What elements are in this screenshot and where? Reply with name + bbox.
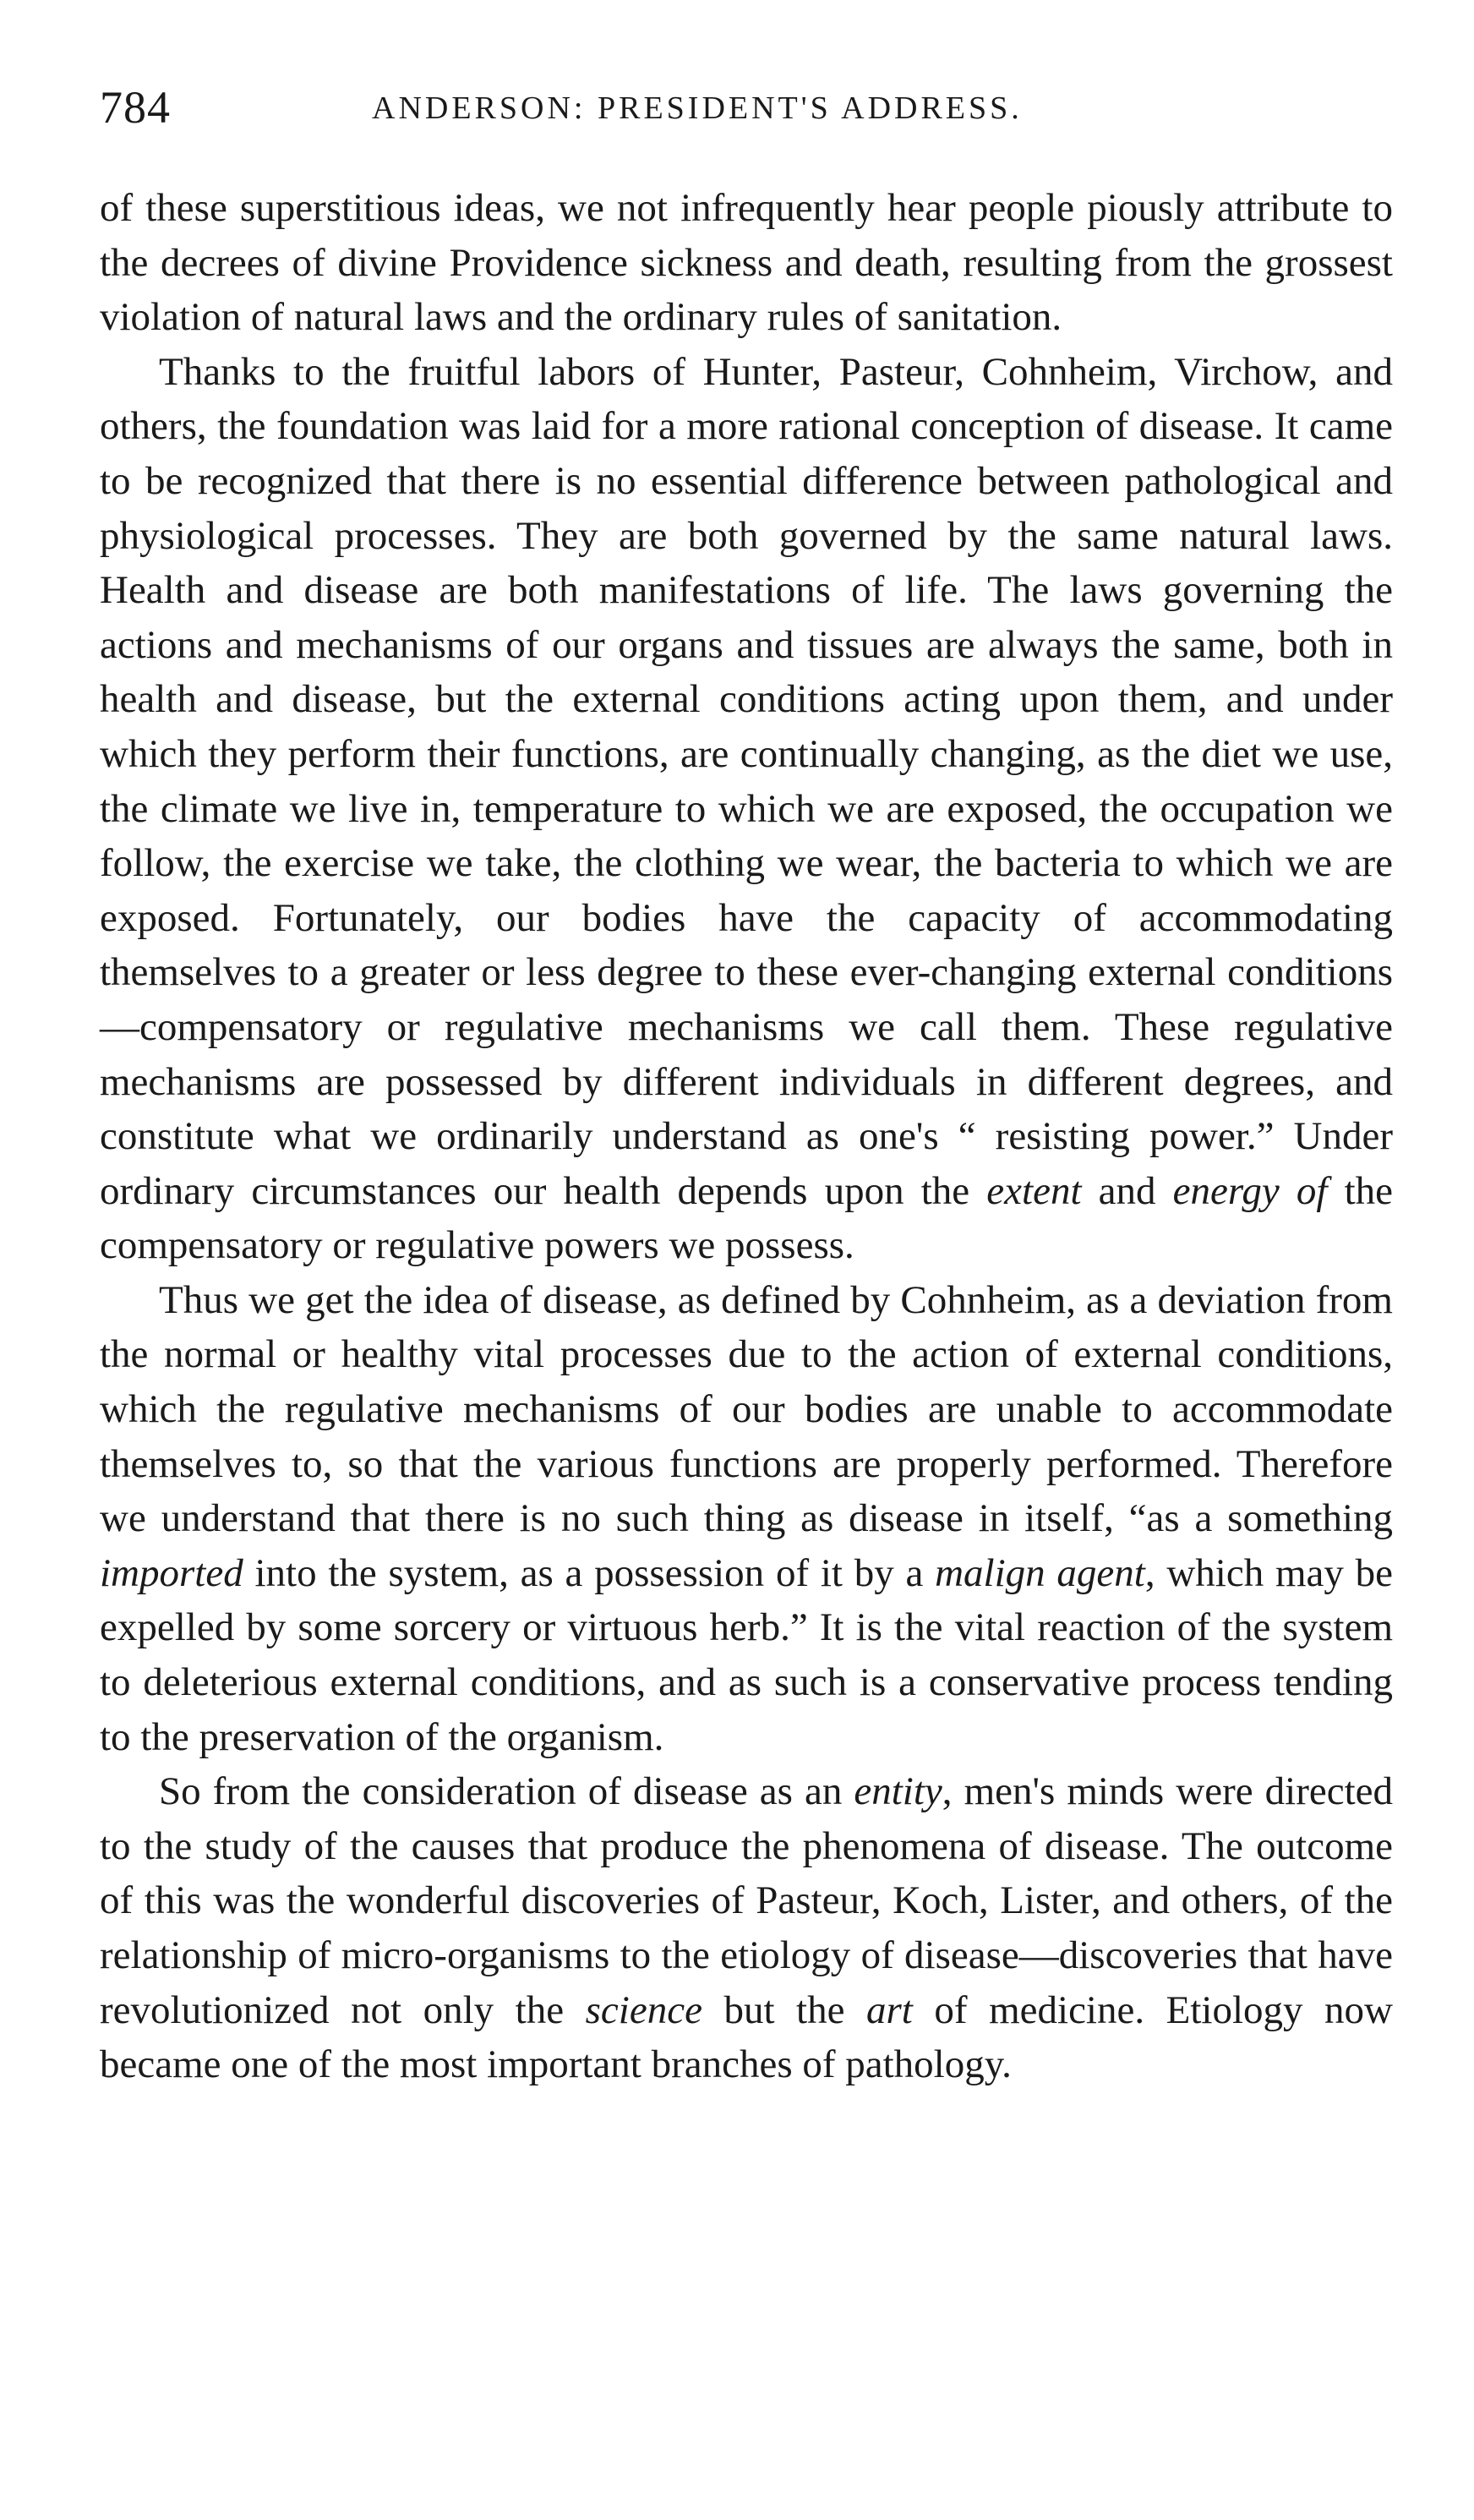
- body-text: [100, 181, 1393, 2092]
- emphasis-extent: extent: [986, 1168, 1082, 1213]
- emphasis-art: art: [866, 1987, 913, 2032]
- paragraph-2-end: the compensatory or regulative powers we possess.: [100, 1168, 1394, 1268]
- paragraph-2-connector: and: [1081, 1168, 1173, 1213]
- page-number: 784: [100, 82, 171, 133]
- paragraph-1: [100, 181, 1393, 345]
- running-head: [100, 81, 1393, 149]
- paragraph-2: [100, 345, 1393, 1273]
- paragraph-3-text-c: , which may be expelled by some sorcery or virtuous herb.” It is the vital reaction of the system to deleterious external conditions, and as such is a conservative process tending to the preservation of the organism.: [100, 1550, 1393, 1759]
- book-page: [100, 81, 1393, 2092]
- paragraph-4-text-b: , men's minds were directed to the study of the causes that produce the phenomena of disease. The outcome of this was the wonderful discoveries of Pasteur, Koch, Lister, and others, of the relationship of micro-organisms to the etiology of disease—discoveries that have revolutionized not only the: [100, 1769, 1393, 2032]
- paragraph-3-text-b: into the system, as a possession of it by a: [243, 1550, 936, 1595]
- paragraph-4-text-a: So from the consideration of disease as an: [159, 1769, 854, 1814]
- paragraph-1-text: of these superstitious ideas, we not infrequently hear people piously attribute to the decrees of divine Providence sickness and death, resulting from the grossest violation of natural laws and the ordinary rules of sanitation.: [100, 186, 1393, 340]
- paragraph-3-text-a: Thus we get the idea of disease, as defined by Cohnheim, as a deviation from the normal or healthy vital processes due to the action of external conditions, which the regulative mechanisms of our bodies are unable to accommodate themselves to, so that the various functions are properly performed. Therefore we understand that there is no such thing as disease in itself, “as a something: [100, 1277, 1393, 1541]
- paragraph-4-text-c: but the: [702, 1987, 867, 2032]
- paragraph-3: [100, 1273, 1393, 1764]
- emphasis-science: science: [585, 1987, 702, 2032]
- running-title: ANDERSON: PRESIDENT'S ADDRESS.: [372, 90, 1023, 126]
- emphasis-energy-of: energy of: [1172, 1168, 1328, 1213]
- paragraph-4: [100, 1764, 1393, 2092]
- emphasis-entity: entity: [854, 1769, 942, 1814]
- emphasis-imported: imported: [100, 1550, 243, 1595]
- emphasis-malign-agent: malign agent: [935, 1550, 1145, 1595]
- paragraph-4-text-d: of medicine. Etiology now became one of the most important branches of pathology.: [100, 1987, 1393, 2087]
- paragraph-2-text: Thanks to the fruitful labors of Hunter, Pasteur, Cohnheim, Virchow, and others, the foundation was laid for a more rational conception of disease. It came to be recognized that there is no essential difference between pathological and physiological processes. They are both governed by the same natural laws. Health and disease are both manifestations of life. The laws governing the actions and mechanisms of our organs and tissues are always the same, both in health and disease, but the external conditions acting upon them, and under which they perform their functions, are continually changing, as the diet we use, the climate we live in, temperature to which we are exposed, the occupation we follow, the exercise we take, the clothing we wear, the bacteria to which we are exposed. Fortunately, our bodies have the capacity of accommodating themselves to a greater or less degree to these ever-changing external conditions—compensatory or regulative mechanisms we call them. These regulative mechanisms are possessed by different individuals in different degrees, and constitute what we ordinarily understand as one's “ resisting power.” Under ordinary circumstances our health depends upon the: [100, 349, 1393, 1213]
